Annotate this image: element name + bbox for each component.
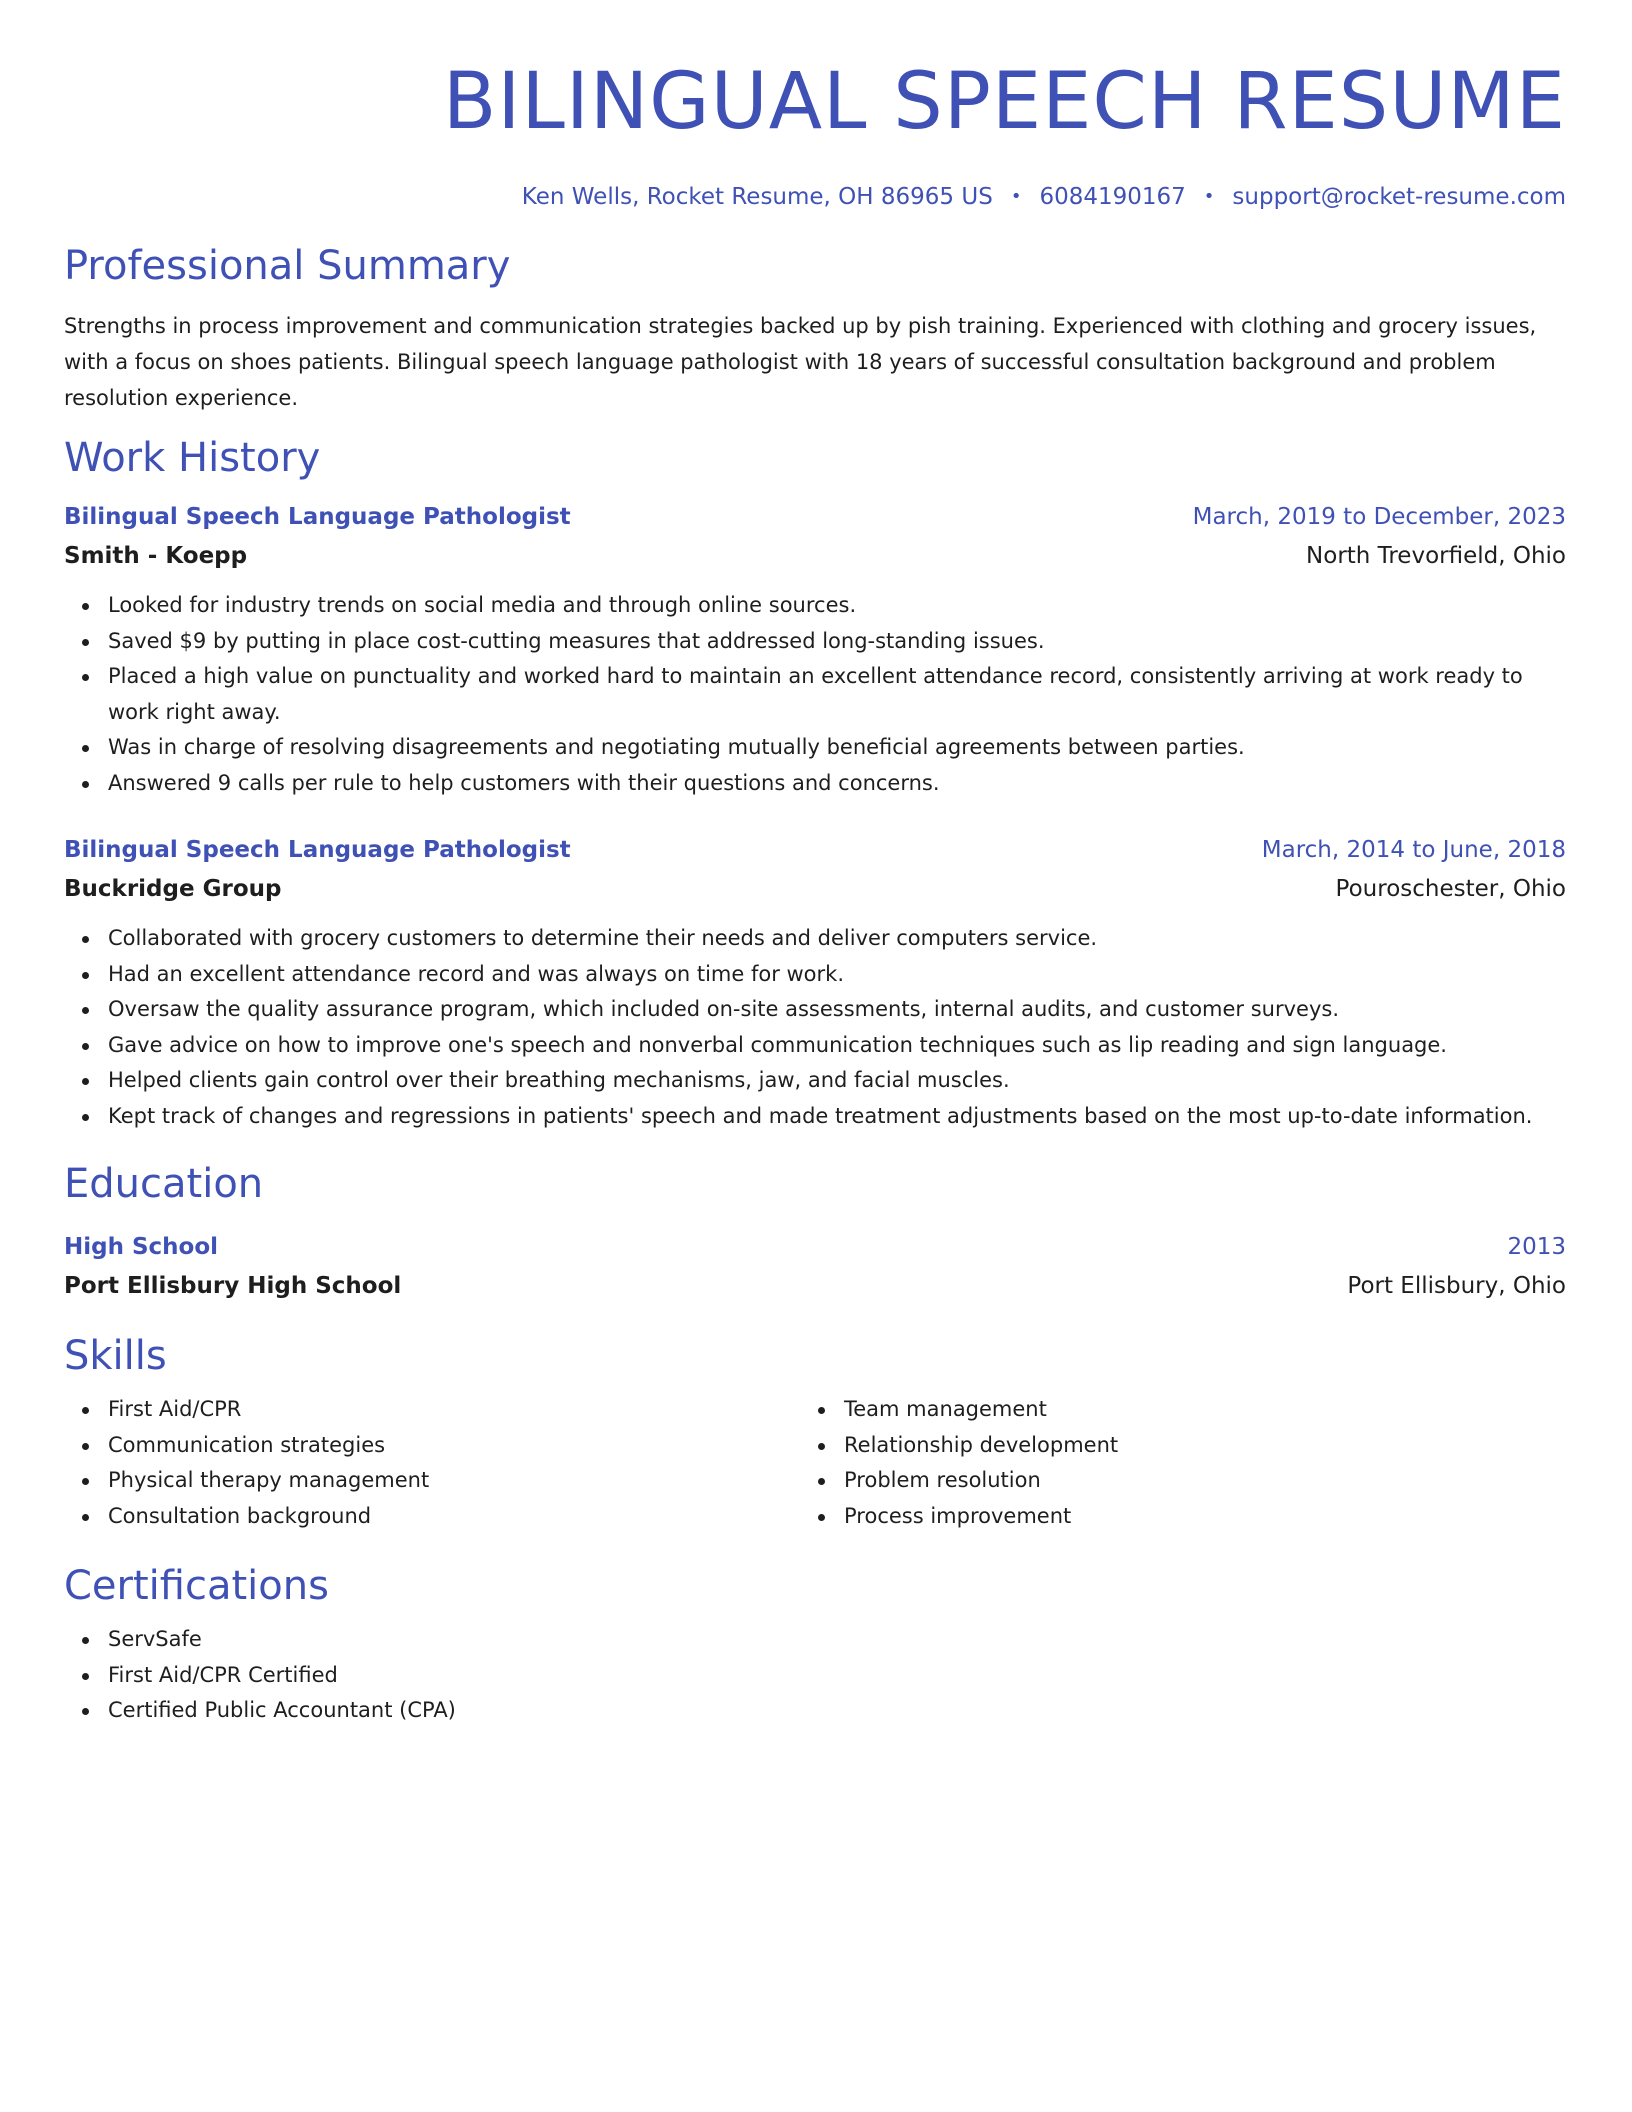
- education-degree: High School: [64, 1234, 219, 1260]
- job-bullet-list: [64, 921, 1566, 1134]
- job-employer: Buckridge Group: [64, 876, 282, 902]
- job-bullet: Gave advice on how to improve one's speech and nonverbal communication techniques such as lip reading and sign language.: [108, 1028, 1566, 1064]
- certifications-section: [64, 1562, 1566, 1729]
- job-bullet: Helped clients gain control over their breathing mechanisms, jaw, and facial muscles.: [108, 1063, 1566, 1099]
- job-bullet: Kept track of changes and regressions in patients' speech and made treatment adjustments based on the most up-to-date information.: [108, 1099, 1566, 1135]
- section-heading-education: Education: [64, 1161, 264, 1207]
- job-title: Bilingual Speech Language Pathologist: [64, 837, 571, 863]
- skill-item: Problem resolution: [844, 1463, 1118, 1499]
- education-section: [64, 1160, 1566, 1306]
- work-history-section: [64, 434, 1566, 1134]
- contact-line: [64, 182, 1566, 212]
- skill-item: Communication strategies: [108, 1428, 800, 1464]
- contact-phone: 6084190167: [1039, 184, 1186, 210]
- resume-title: BILINGUAL SPEECH RESUME: [442, 57, 1566, 147]
- skills-grid: [64, 1392, 1566, 1534]
- job-entry: [64, 831, 1566, 1134]
- contact-separator: •: [1010, 186, 1022, 207]
- resume-header: [64, 56, 1566, 212]
- job-bullet: Saved $9 by putting in place cost-cutting measures that addressed long-standing issues.: [108, 624, 1566, 660]
- job-bullet: Looked for industry trends on social media and through online sources.: [108, 588, 1566, 624]
- job-bullet-list: [64, 588, 1566, 801]
- skill-item: Process improvement: [844, 1499, 1118, 1535]
- certification-item: First Aid/CPR Certified: [108, 1658, 1566, 1694]
- job-bullet: Was in charge of resolving disagreements and negotiating mutually beneficial agreements between parties.: [108, 730, 1566, 766]
- job-bullet: Collaborated with grocery customers to determine their needs and deliver computers service.: [108, 921, 1566, 957]
- education-entry: [64, 1228, 1566, 1306]
- certification-item: Certified Public Accountant (CPA): [108, 1693, 1566, 1729]
- job-title: Bilingual Speech Language Pathologist: [64, 504, 571, 530]
- skill-item: First Aid/CPR: [108, 1392, 800, 1428]
- skill-item: Team management: [844, 1392, 1118, 1428]
- contact-separator: •: [1203, 186, 1215, 207]
- job-location: North Trevorfield, Ohio: [1306, 543, 1566, 569]
- job-bullet: Answered 9 calls per rule to help customers with their questions and concerns.: [108, 766, 1566, 802]
- summary-text: Strengths in process improvement and communication strategies backed up by pish training. Experienced with clothing and grocery issues, with a focus on shoes patients. Bilingual speech language pathologist with 18 years of successful consultation background and problem resolution experience.: [64, 314, 1537, 410]
- job-entry: [64, 498, 1566, 801]
- section-heading-certifications: Certifications: [64, 1563, 329, 1609]
- certifications-list: [64, 1622, 1566, 1729]
- education-year: 2013: [1507, 1234, 1566, 1260]
- contact-email: support@rocket-resume.com: [1232, 184, 1566, 210]
- skills-list-right: [800, 1392, 1118, 1534]
- section-heading-work-history: Work History: [64, 435, 321, 481]
- job-location: Pouroschester, Ohio: [1335, 876, 1566, 902]
- skill-item: Consultation background: [108, 1499, 800, 1535]
- job-bullet: Had an excellent attendance record and was always on time for work.: [108, 957, 1566, 993]
- job-employer: Smith - Koepp: [64, 543, 248, 569]
- education-school: Port Ellisbury High School: [64, 1273, 402, 1299]
- job-bullet: Oversaw the quality assurance program, which included on-site assessments, internal audits, and customer surveys.: [108, 992, 1566, 1028]
- section-heading-skills: Skills: [64, 1333, 167, 1379]
- skills-section: [64, 1332, 1566, 1534]
- skill-item: Relationship development: [844, 1428, 1118, 1464]
- job-dates: March, 2019 to December, 2023: [1192, 504, 1566, 530]
- job-bullet: Placed a high value on punctuality and worked hard to maintain an excellent attendance record, consistently arriving at work ready to work right away.: [108, 659, 1566, 730]
- skill-item: Physical therapy management: [108, 1463, 800, 1499]
- section-heading-summary: Professional Summary: [64, 243, 511, 289]
- job-dates: March, 2014 to June, 2018: [1261, 837, 1566, 863]
- skills-list-left: [64, 1392, 800, 1534]
- certification-item: ServSafe: [108, 1622, 1566, 1658]
- resume-page: [64, 0, 1566, 1729]
- education-location: Port Ellisbury, Ohio: [1347, 1273, 1566, 1299]
- summary-section: [64, 242, 1566, 416]
- contact-address: Ken Wells, Rocket Resume, OH 86965 US: [521, 184, 993, 210]
